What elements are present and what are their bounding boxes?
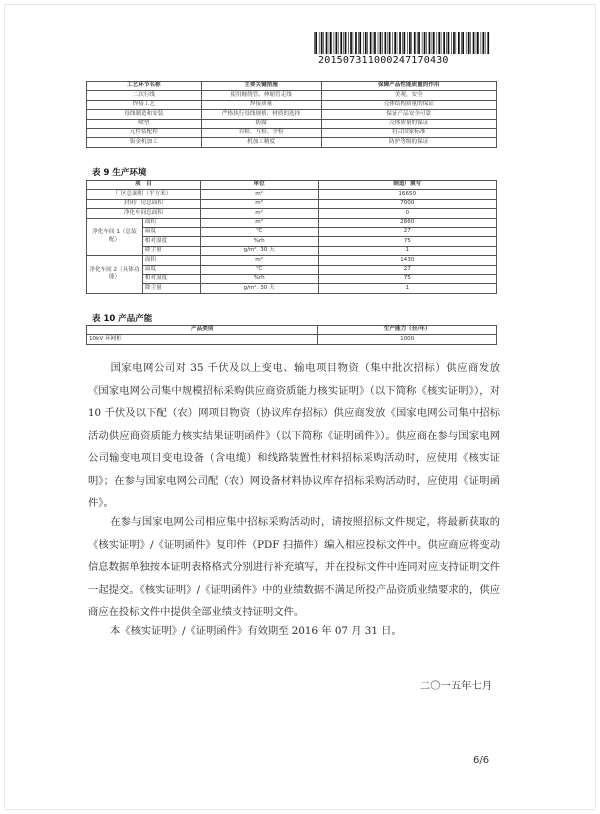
- barcode-bar: [378, 32, 379, 54]
- barcode-bar: [411, 32, 412, 54]
- table-cell: %rh: [200, 237, 318, 246]
- table-cell: 75: [318, 237, 497, 246]
- barcode-bar: [429, 32, 431, 54]
- capacity-header-cell: 产品类别: [87, 326, 318, 335]
- table-row: [87, 246, 497, 255]
- table-cell: 温度: [142, 265, 200, 274]
- barcode-bar: [424, 32, 426, 54]
- process-header-cell: 主要关键措施: [201, 82, 321, 91]
- table-cell: 相对湿度: [142, 274, 200, 283]
- table-cell: 2860: [318, 218, 497, 227]
- group-name-cell: 净化车间 2（具体功能）: [87, 256, 143, 294]
- barcode-bar: [353, 32, 354, 54]
- barcode-bar: [388, 32, 389, 54]
- barcode-bar: [461, 32, 462, 54]
- table-cell: 1430: [318, 256, 497, 265]
- capacity-table-header: [87, 326, 497, 335]
- table-row: [87, 227, 497, 236]
- barcode-bar: [365, 32, 367, 54]
- table-row: [87, 237, 497, 246]
- table-cell: 1: [318, 284, 497, 293]
- table-cell: ℃: [200, 265, 318, 274]
- barcode-bar: [432, 32, 433, 54]
- barcode-bar: [433, 32, 435, 54]
- environment-table-header: [87, 181, 497, 190]
- table-cell: 7000: [318, 199, 497, 208]
- barcode-bar: [477, 32, 479, 54]
- table-cell: 严格执行母线规格、材质的选择: [201, 110, 321, 119]
- barcode-bar: [453, 32, 455, 54]
- table-cell: 27: [318, 265, 497, 274]
- barcode-bar: [336, 32, 338, 54]
- table-cell: 降尘量: [142, 246, 200, 255]
- table-row: [87, 218, 497, 227]
- process-table-header: [87, 82, 497, 91]
- barcode-bar: [397, 32, 398, 54]
- table-cell: 面积: [142, 256, 200, 265]
- table-cell: 喷塑: [87, 119, 202, 128]
- barcode-bar: [456, 32, 457, 54]
- table-cell: 降尘量: [142, 284, 200, 293]
- table-cell: 0: [318, 209, 497, 218]
- environment-table: [86, 180, 497, 294]
- table-cell: 壳体质量的保证: [321, 119, 497, 128]
- table-row: [87, 190, 497, 199]
- barcode-bar: [385, 32, 387, 54]
- table-row: [87, 256, 497, 265]
- table-row: [87, 128, 497, 137]
- barcode-bar: [345, 32, 347, 54]
- barcode-bar: [466, 32, 467, 54]
- page-number: 6/6: [473, 755, 490, 766]
- barcode-bar: [321, 32, 323, 54]
- barcode-bar: [483, 32, 485, 54]
- barcode-bar: [487, 32, 489, 54]
- table-cell: 钣金机加工: [87, 138, 202, 147]
- paragraph-text: 在参与国家电网公司相应集中招标采购活动时，请按照招标文件规定，将最新获取的《核实证明》/《证明函件》复印件（PDF 扫描件）编入相应投标文件中。供应商应将变动信息数据单独按本证明表格格式分别进行补充填写，并在投标文件中连同对应支持证明文件一起提交。《核实证明》/《证明函件》中的业绩数据不满足所投产品资质业绩要求的，供应商应在投标文件中提供全部业绩支持证明文件。: [88, 516, 500, 618]
- table-row: [87, 100, 497, 109]
- table-row: [87, 199, 497, 208]
- table-row: [87, 284, 497, 293]
- barcode-bar: [426, 32, 427, 54]
- table-cell: 1000: [318, 335, 497, 344]
- barcode-bar: [319, 32, 320, 54]
- environment-header-cell: 制造厂填写: [318, 181, 497, 190]
- barcode-bar: [404, 32, 406, 54]
- table-cell: 元件装配程: [87, 128, 202, 137]
- table-cell: 75: [318, 274, 497, 283]
- environment-table-caption: 表 9 生产环境: [92, 168, 147, 178]
- barcode-bar: [367, 32, 368, 54]
- issue-date: 二〇一五年七月: [420, 680, 493, 692]
- table-cell: 1: [318, 246, 497, 255]
- barcode-bar: [373, 32, 374, 54]
- barcode-bar: [468, 32, 470, 54]
- barcode-bar: [409, 32, 411, 54]
- capacity-header-cell: 生产能力（台/年）: [318, 326, 497, 335]
- table-cell: 面积: [142, 218, 200, 227]
- barcode-bar: [374, 32, 376, 54]
- table-cell: 焊接工艺: [87, 100, 202, 109]
- barcode-bar: [359, 32, 361, 54]
- barcode-bar: [315, 32, 317, 54]
- barcode-bar: [334, 32, 335, 54]
- barcode-bar: [389, 32, 391, 54]
- table-cell: 27: [318, 227, 497, 236]
- environment-header-cell: 单位: [200, 181, 318, 190]
- barcode-bar: [451, 32, 452, 54]
- barcode-bar: [314, 32, 315, 54]
- table-row: [87, 265, 497, 274]
- table-cell: 16650: [318, 190, 497, 199]
- barcode-bar: [462, 32, 464, 54]
- barcode-bar: [458, 32, 460, 54]
- barcode-bar: [437, 32, 438, 54]
- barcode-bar: [448, 32, 450, 54]
- barcode-bar: [330, 32, 332, 54]
- group-name-cell: 净化车间 1（总装配）: [87, 218, 143, 256]
- table-row: [87, 209, 497, 218]
- table-cell: 相对湿度: [142, 237, 200, 246]
- table-cell: ℃: [200, 227, 318, 236]
- barcode-bar: [481, 32, 482, 54]
- barcode-bar: [363, 32, 364, 54]
- table-cell: 自检、互检、全检: [201, 128, 321, 137]
- barcode-image: [314, 32, 492, 54]
- barcode-bar: [380, 32, 382, 54]
- table-cell: 焊接质量: [201, 100, 321, 109]
- paragraph-text: 国家电网公司对 35 千伏及以上变电、输电项目物资（集中批次招标）供应商发放《国家电网公司集中规模招标采购供应商资质能力核实证明》（以下简称《核实证明》），对 10 千伏及以下配（农）网项目物资（协议库存招标）供应商发放《国家电网公司集中招标活动供应商资质能力核实结果证明函件》（以下简称《证明函件》）。供应商在参与国家电网公司输变电项目变电设备（含电缆）和线路装置性材料招标采购活动时，应使用《核实证明》；在参与国家电网公司配（农）网设备材料协议库存招标采购活动时，应使用《证明函件》。: [88, 362, 500, 509]
- process-header-cell: 保障产品性能质量的作用: [321, 82, 497, 91]
- table-cell: 净化车间总面积: [87, 209, 201, 218]
- table-cell: 防护等级的保证: [321, 138, 497, 147]
- capacity-table: [86, 325, 497, 345]
- table-cell: 壳体结构质量的保证: [321, 100, 497, 109]
- table-row: [87, 138, 497, 147]
- table-cell: g/m². 30 天: [200, 284, 318, 293]
- barcode-bar: [473, 32, 475, 54]
- table-cell: 母线制造和安装: [87, 110, 202, 119]
- environment-header-cell: 项 目: [87, 181, 201, 190]
- body-paragraph: [88, 357, 500, 515]
- table-cell: m²: [200, 218, 318, 227]
- table-row: [87, 119, 497, 128]
- barcode-bar: [394, 32, 396, 54]
- table-cell: 机加工精度: [201, 138, 321, 147]
- table-cell: %rh: [200, 274, 318, 283]
- barcode-bar: [348, 32, 349, 54]
- table-row: [87, 91, 497, 100]
- table-row: [87, 110, 497, 119]
- table-cell: m²: [200, 190, 318, 199]
- barcode-bar: [443, 32, 445, 54]
- table-row: [87, 335, 497, 344]
- table-cell: 保证产品安全可靠: [321, 110, 497, 119]
- barcode-bar: [343, 32, 344, 54]
- barcode-bar: [417, 32, 418, 54]
- barcode-bar: [350, 32, 352, 54]
- barcode-bar: [329, 32, 330, 54]
- barcode-bar: [441, 32, 442, 54]
- table-cell: 美观，安全: [321, 91, 497, 100]
- barcode-bar: [438, 32, 440, 54]
- barcode-bar: [326, 32, 328, 54]
- barcode-bar: [355, 32, 357, 54]
- table-cell: 符合国家标准: [321, 128, 497, 137]
- barcode-bar: [340, 32, 342, 54]
- barcode-bar: [399, 32, 401, 54]
- barcode-bar: [338, 32, 339, 54]
- barcode-bar: [407, 32, 408, 54]
- process-table: [86, 81, 497, 148]
- paragraph-text: 本《核实证明》/《证明函件》有效期至 2016 年 07 月 31 日。: [110, 625, 402, 637]
- table-row: [87, 274, 497, 283]
- table-cell: 使用缠绕管、伸缩管走线: [201, 91, 321, 100]
- body-paragraph: [88, 620, 500, 643]
- table-cell: 厂区总面积（平方米）: [87, 190, 201, 199]
- table-cell: m²: [200, 209, 318, 218]
- table-cell: 10kV 环网柜: [87, 335, 318, 344]
- body-paragraph: [88, 511, 500, 624]
- process-header-cell: 工艺环节名称: [87, 82, 202, 91]
- table-cell: 防腐: [201, 119, 321, 128]
- barcode-bar: [422, 32, 423, 54]
- table-cell: 二次行线: [87, 91, 202, 100]
- barcode-bar: [476, 32, 477, 54]
- barcode-bar: [418, 32, 420, 54]
- table-cell: 温度: [142, 227, 200, 236]
- barcode-bar: [358, 32, 359, 54]
- barcode-bar: [414, 32, 416, 54]
- barcode-number: 201507311000247170430: [318, 55, 449, 66]
- barcode-bar: [323, 32, 324, 54]
- barcode-bar: [392, 32, 393, 54]
- table-cell: m²: [200, 199, 318, 208]
- barcode-bar: [402, 32, 403, 54]
- barcode-bar: [470, 32, 471, 54]
- barcode-bar: [446, 32, 447, 54]
- barcode-bar: [382, 32, 383, 54]
- table-cell: m²: [200, 256, 318, 265]
- barcode-bar: [370, 32, 372, 54]
- barcode-bar: [485, 32, 486, 54]
- table-cell: g/m². 30 天: [200, 246, 318, 255]
- capacity-table-caption: 表 10 产品产能: [92, 314, 153, 324]
- table-cell: 封闭厂房总面积: [87, 199, 201, 208]
